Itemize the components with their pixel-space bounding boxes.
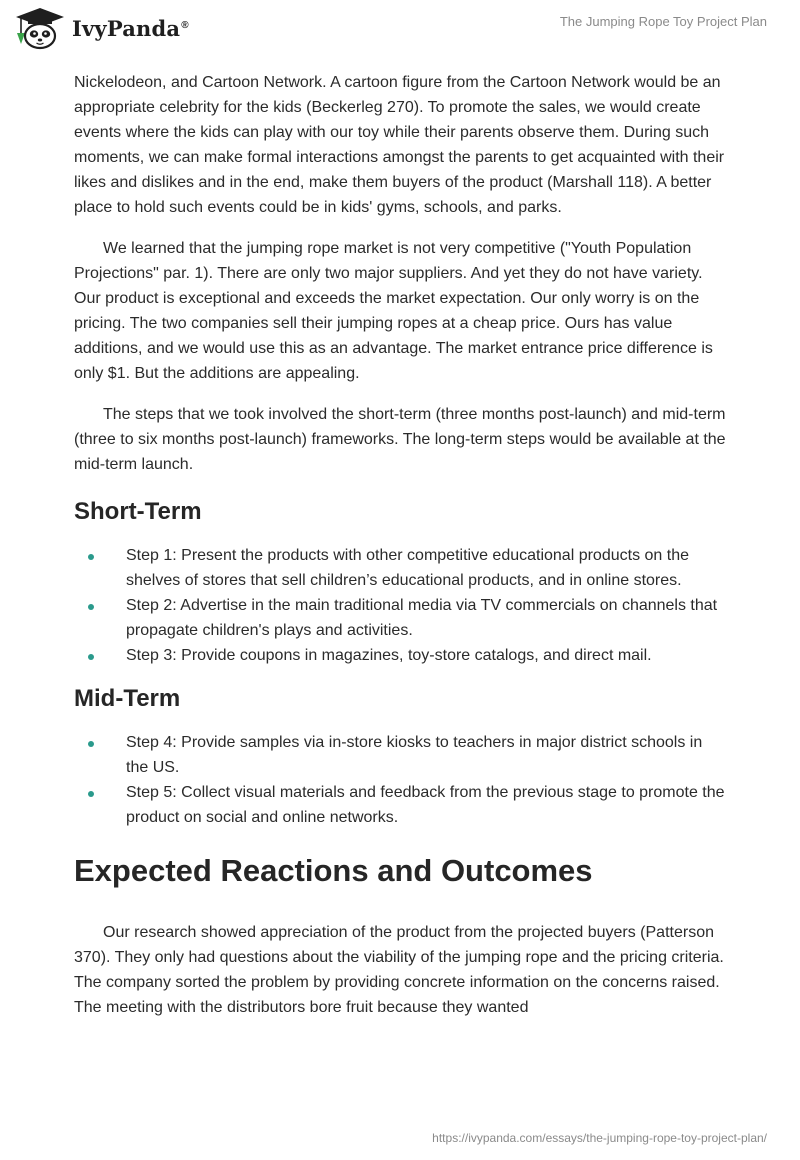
paragraph: We learned that the jumping rope market is not very competitive ("Youth Population Projections" par. 1). There are only two major suppliers. And yet they do not have variety. Our product is exceptional and exceeds the market expectation. Our only worry is on the pricing. The two companies sell their jumping ropes at a cheap price. Ours has value additions, and we would use this as an advantage. The market entrance price difference is only $1. But the additions are appealing. <box>74 240 713 382</box>
list-item: Step 1: Present the products with other competitive educational products on the shelves of stores that sell children’s educational products, and in online stores. <box>74 543 726 593</box>
source-url[interactable]: https://ivypanda.com/essays/the-jumping-rope-toy-project-plan/ <box>432 1131 767 1145</box>
bullet-dot-icon <box>88 554 94 560</box>
list-item: Step 3: Provide coupons in magazines, toy-store catalogs, and direct mail. <box>74 643 726 668</box>
essay-content <box>74 70 726 1020</box>
paragraph: The steps that we took involved the short-term (three months post-launch) and mid-term (three to six months post-launch) frameworks. The long-term steps would be available at the mid-term launch. <box>74 406 726 473</box>
page-header <box>0 0 800 70</box>
list-item: Step 5: Collect visual materials and feedback from the previous stage to promote the product on social and online networks. <box>74 780 726 830</box>
bullet-dot-icon <box>88 604 94 610</box>
mid-term-list <box>74 730 726 830</box>
bullet-dot-icon <box>88 791 94 797</box>
bullet-dot-icon <box>88 654 94 660</box>
panda-graduate-icon <box>14 6 66 50</box>
section-heading-mid-term: Mid-Term <box>74 685 181 712</box>
list-item: Step 4: Provide samples via in-store kiosks to teachers in major district schools in the US. <box>74 730 726 780</box>
brand-name: IvyPanda® <box>72 15 189 41</box>
document-title: The Jumping Rope Toy Project Plan <box>559 14 767 29</box>
list-item: Step 2: Advertise in the main traditional media via TV commercials on channels that propagate children's plays and activities. <box>74 593 726 643</box>
section-heading-expected-reactions: Expected Reactions and Outcomes <box>74 853 593 888</box>
paragraph: Our research showed appreciation of the product from the projected buyers (Patterson 370). They only had questions about the viability of the jumping rope and the pricing criteria. The company sorted the problem by providing concrete information on the concerns raised. The meeting with the distributors bore fruit because they wanted <box>74 924 724 1016</box>
brand-logo[interactable] <box>14 6 189 50</box>
paragraph: Nickelodeon, and Cartoon Network. A cartoon figure from the Cartoon Network would be an appropriate celebrity for the kids (Beckerleg 270). To promote the sales, we would create events where the kids can play with our toy while their parents observe them. During such moments, we can make formal interactions amongst the parents to get acquainted with their likes and dislikes and in the end, make them buyers of the product (Marshall 118). A better place to hold such events could be in kids' gyms, schools, and parks. <box>74 74 725 216</box>
short-term-list <box>74 543 726 668</box>
section-heading-short-term: Short-Term <box>74 498 202 525</box>
bullet-dot-icon <box>88 741 94 747</box>
